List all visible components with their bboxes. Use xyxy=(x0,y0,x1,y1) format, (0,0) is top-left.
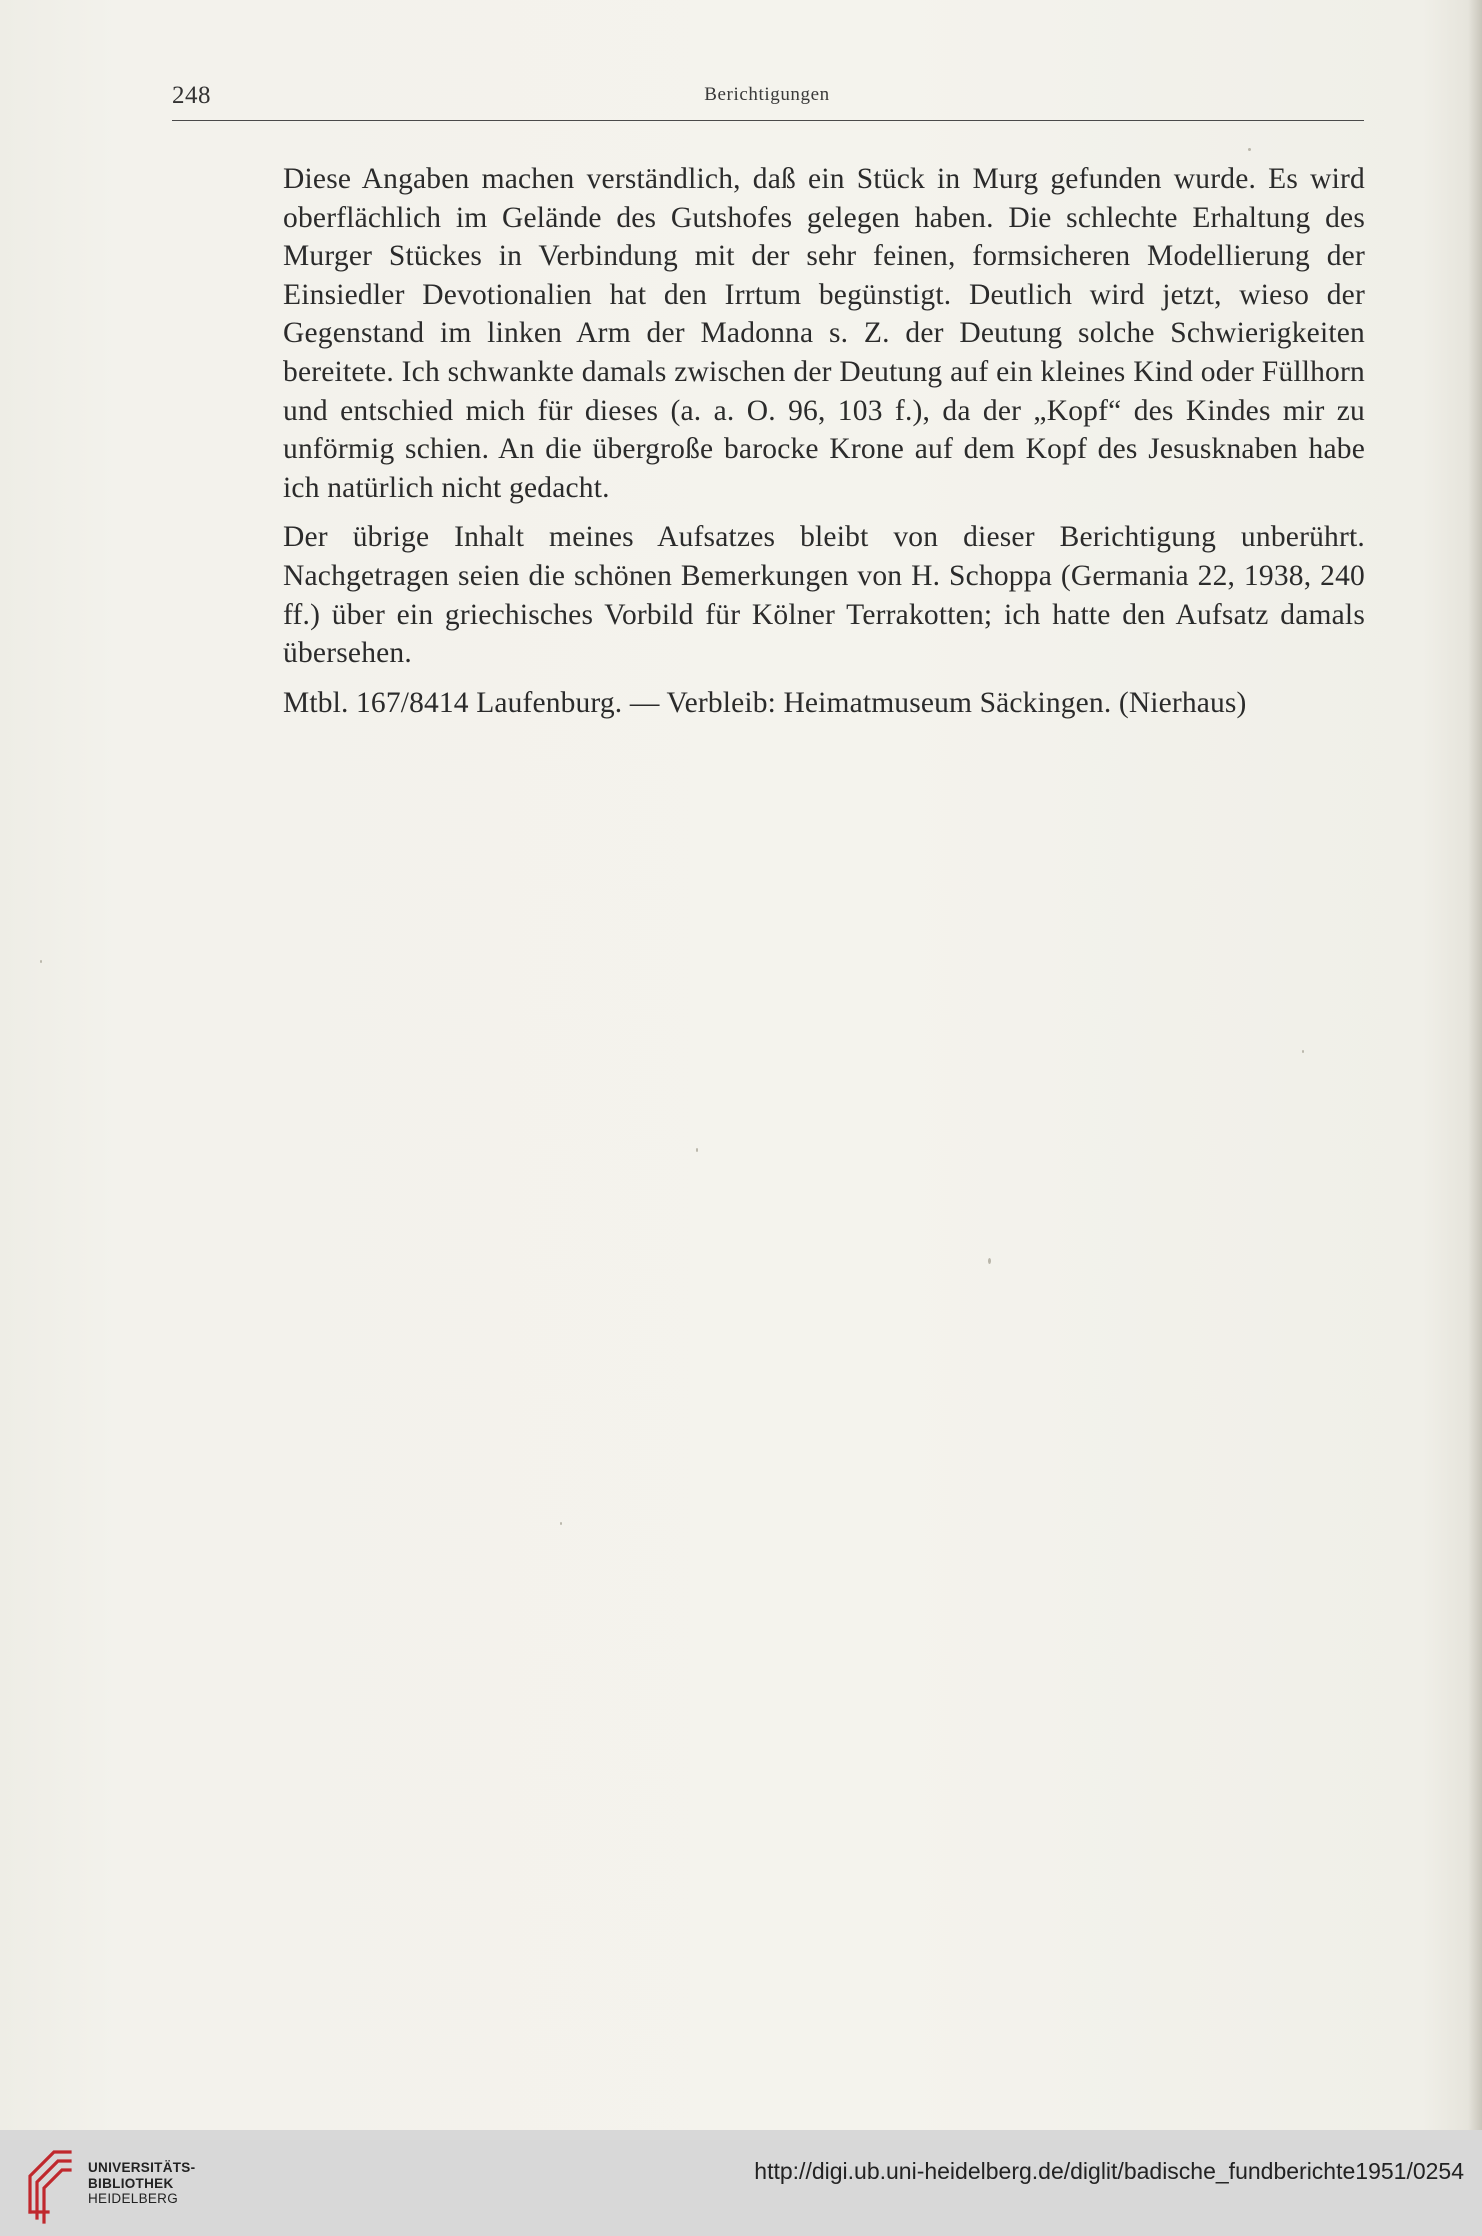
ub-heidelberg-logo-icon[interactable] xyxy=(24,2142,76,2224)
paper-speck xyxy=(988,1258,991,1264)
paragraph-3: Mtbl. 167/8414 Laufenburg. — Verbleib: Heimatmuseum Säckingen. (Nierhaus) xyxy=(283,686,1247,719)
running-title: Berichtigungen xyxy=(704,84,830,105)
page-edge-shadow xyxy=(1468,0,1482,2130)
library-line-3: HEIDELBERG xyxy=(88,2191,179,2206)
library-line-1: UNIVERSITÄTS- xyxy=(88,2160,196,2175)
permalink-url[interactable]: http://digi.ub.uni-heidelberg.de/diglit/badische_fundberichte1951/0254 xyxy=(754,2158,1464,2184)
page-number: 248 xyxy=(172,82,211,109)
footer-bar xyxy=(0,2130,1482,2236)
paragraph-1: Diese Angaben machen verständlich, daß ein Stück in Murg gefunden wurde. Es wird oberflächlich im Gelände des Gutshofes gelegen haben. Die schlechte Erhaltung des Murger Stückes in Verbindung mit der sehr feinen, formsicheren Modellierung der Einsiedler Devotionalien hat den Irrtum begünstigt. Deutlich wird jetzt, wieso der Gegenstand im linken Arm der Madonna s. Z. der Deutung solche Schwierigkeiten bereitete. Ich schwankte damals zwischen der Deutung auf ein kleines Kind oder Füllhorn und entschied mich für dieses (a. a. O. 96, 103 f.), da der „Kopf“ des Kindes mir zu unförmig schien. An die übergroße barocke Krone auf dem Kopf des Jesusknaben habe ich natürlich nicht gedacht. xyxy=(283,163,1365,504)
library-name xyxy=(88,2160,195,2207)
paper-speck xyxy=(1302,1050,1304,1053)
paragraph-2: Der übrige Inhalt meines Aufsatzes bleibt von dieser Berichtigung unberührt. Nachgetragen seien die schönen Bemerkungen von H. Schoppa (Germania 22, 1938, 240 ff.) über ein griechisches Vorbild für Kölner Terrakotten; ich hatte den Aufsatz damals übersehen. xyxy=(283,521,1365,670)
body-text xyxy=(283,160,1365,733)
paper-speck xyxy=(560,1522,562,1525)
paper-speck xyxy=(1248,148,1251,151)
library-line-2: BIBLIOTHEK xyxy=(88,2175,174,2191)
running-head xyxy=(172,82,1362,118)
paper-speck xyxy=(696,1148,698,1152)
header-rule xyxy=(172,120,1364,121)
paper-speck xyxy=(40,960,42,963)
